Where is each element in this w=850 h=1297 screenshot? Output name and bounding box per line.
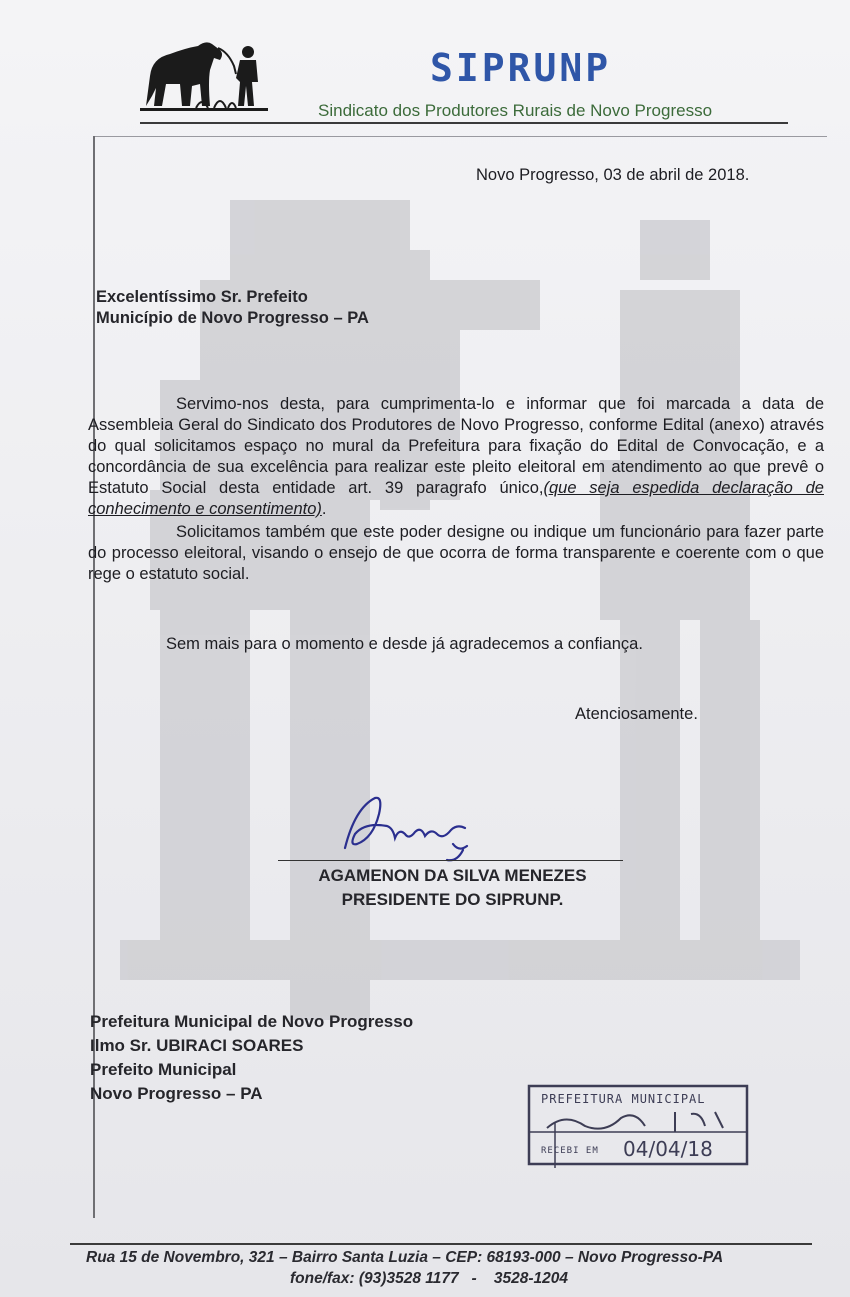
organization-subtitle: Sindicato dos Produtores Rurais de Novo Progresso	[318, 101, 713, 120]
addressee-block	[96, 287, 369, 329]
closing-remark: Sem mais para o momento e desde já agradecemos a confiança.	[166, 635, 643, 653]
signatory-name: AGAMENON DA SILVA MENEZES	[318, 866, 587, 885]
handwritten-signature-icon	[335, 788, 485, 868]
recipient-line-3: Prefeito Municipal	[90, 1060, 237, 1079]
footer-phone: fone/fax: (93)3528 1177 - 3528-1204	[290, 1270, 569, 1287]
horse-farmer-logo-icon	[140, 36, 268, 112]
recipient-block	[90, 1010, 413, 1106]
stamp-received-label: RECEBI EM	[541, 1146, 599, 1156]
organization-title: SIPRUNP	[430, 46, 612, 90]
recipient-line-1: Prefeitura Municipal de Novo Progresso	[90, 1012, 414, 1031]
paragraph-1-end: .	[321, 500, 327, 518]
paragraph-1-text: Servimo-nos desta, para cumprimenta-lo e informar que foi marcada a data de Assembleia Geral do Sindicato dos Produtores de Novo Progresso, conforme Edital (anexo) através do qual solicitamos espaço no mural da Prefeitura para fixação do Edital de Convocação, e a concordância de sua excelência para realizar este pleito eleitoral em atendimento ao que prevê o Estatuto Social desta entidade art. 39 paragrafo único,	[88, 395, 824, 497]
valediction: Atenciosamente.	[575, 705, 698, 723]
paragraph-1-emphasis: (que seja espedida declaração de conhecimento e consentimento)	[88, 479, 824, 518]
signature-line	[278, 860, 623, 861]
stamp-title: PREFEITURA MUNICIPAL	[541, 1092, 706, 1106]
addressee-municipality: Município de Novo Progresso – PA	[96, 309, 369, 327]
recipient-line-4: Novo Progresso – PA	[90, 1084, 263, 1103]
received-stamp	[525, 1082, 751, 1168]
stamp-received-date: 04/04/18	[623, 1137, 713, 1161]
header-divider	[140, 122, 788, 124]
recipient-line-2: Ilmo Sr. UBIRACI SOARES	[90, 1036, 304, 1055]
addressee-title: Excelentíssimo Sr. Prefeito	[96, 288, 308, 306]
footer-address: Rua 15 de Novembro, 321 – Bairro Santa Luzia – CEP: 68193-000 – Novo Progresso-PA	[86, 1249, 724, 1266]
signatory-block	[290, 864, 615, 912]
signatory-role: PRESIDENTE DO SIPRUNP.	[341, 890, 564, 909]
paragraph-2-text: Solicitamos também que este poder designe ou indique um funcionário para fazer parte do processo eleitoral, visando o ensejo de que ocorra de forma transparente e coerente com o que rege o estatuto social.	[88, 523, 824, 583]
letter-date: Novo Progresso, 03 de abril de 2018.	[476, 166, 750, 184]
body-paragraph-2	[88, 522, 824, 585]
body-paragraph-1	[88, 394, 824, 520]
footer-divider	[70, 1243, 812, 1245]
letter-frame-top	[93, 136, 827, 137]
